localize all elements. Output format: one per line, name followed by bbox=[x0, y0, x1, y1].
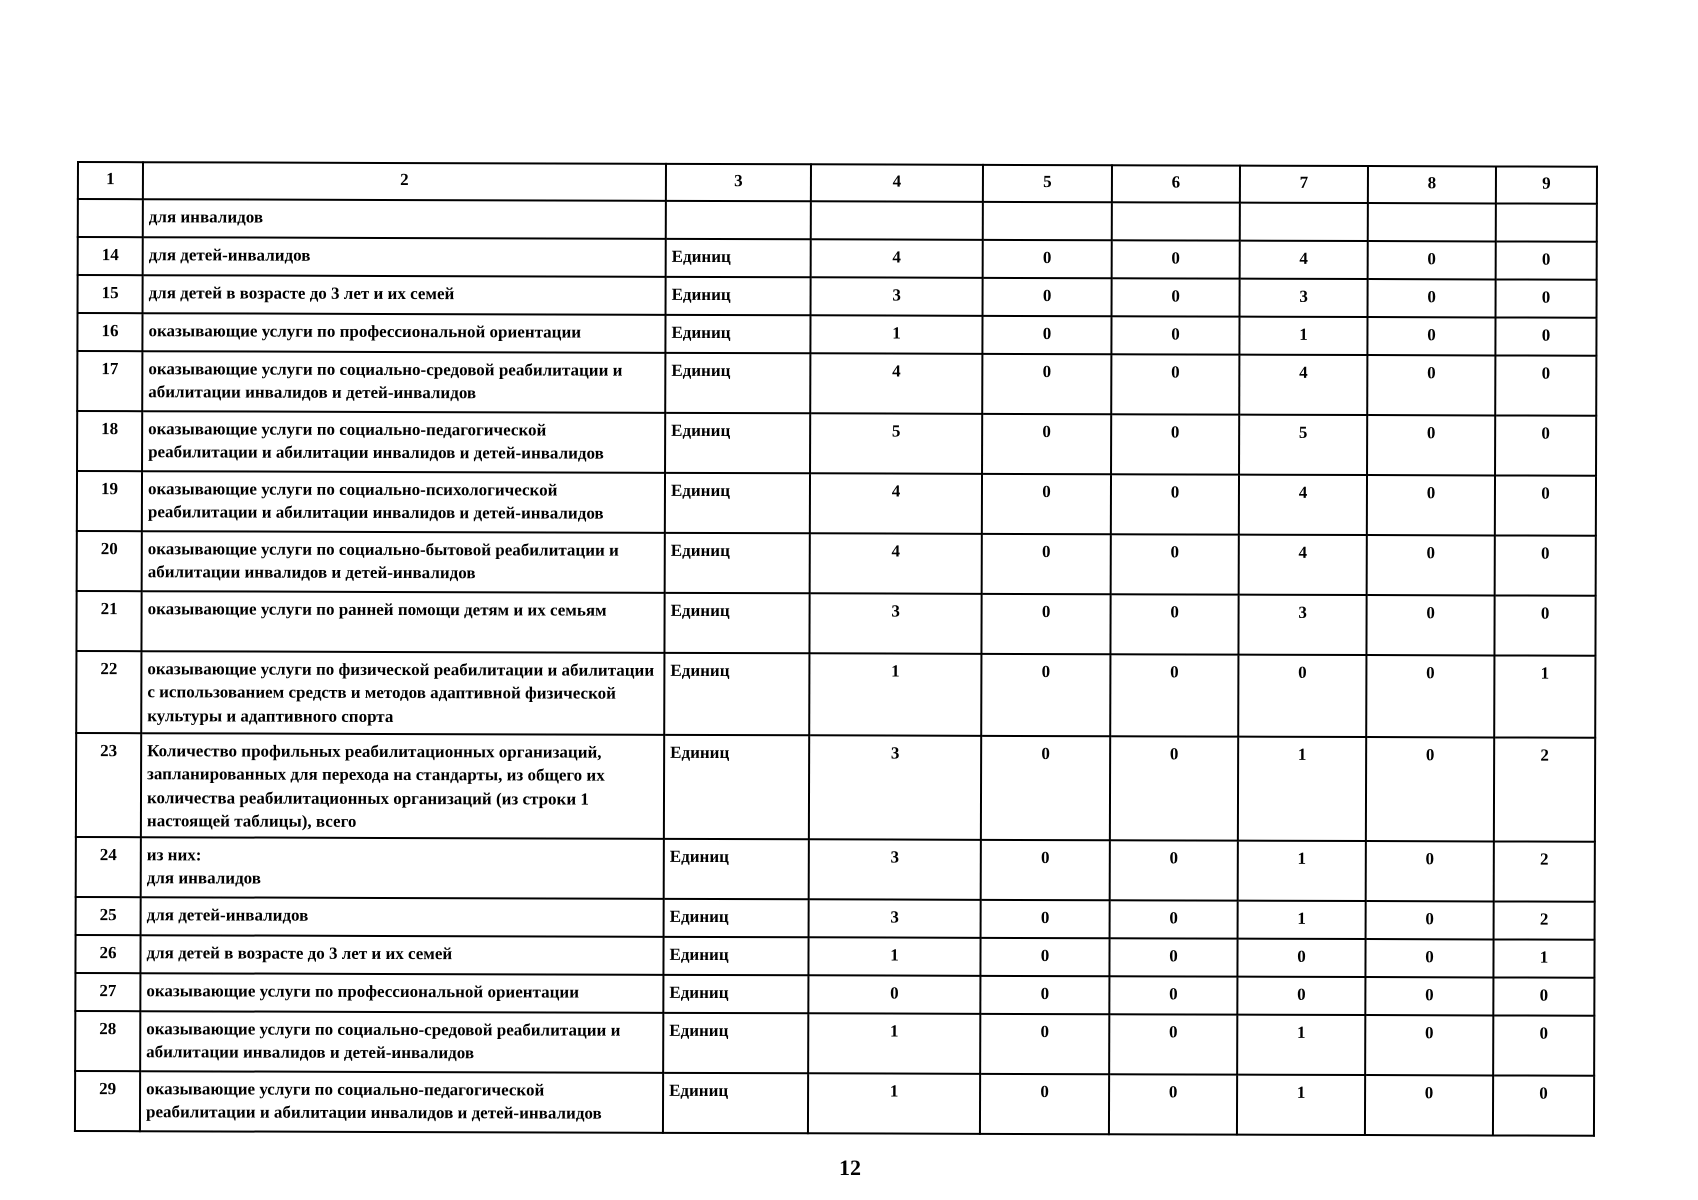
value-cell-col-4: 3 bbox=[809, 839, 981, 900]
row-number-cell: 24 bbox=[76, 837, 141, 897]
value-cell-col-4: 1 bbox=[808, 1013, 980, 1074]
value-cell-col-9: 2 bbox=[1494, 737, 1595, 841]
value-cell-col-8: 0 bbox=[1365, 1015, 1493, 1075]
value-cell-col-5: 0 bbox=[981, 654, 1110, 736]
row-number-cell: 29 bbox=[75, 1071, 140, 1131]
table-row bbox=[78, 199, 1597, 242]
row-number-cell bbox=[78, 199, 143, 237]
value-cell-col-9: 0 bbox=[1493, 977, 1594, 1015]
value-cell-col-9: 0 bbox=[1495, 415, 1596, 475]
header-cell-col-3: 3 bbox=[666, 164, 811, 201]
value-cell-col-5: 0 bbox=[980, 1014, 1109, 1074]
value-cell-col-6: 0 bbox=[1111, 316, 1239, 354]
value-cell-col-4: 0 bbox=[808, 975, 980, 1014]
value-cell-col-4: 3 bbox=[809, 899, 981, 938]
table-row bbox=[77, 313, 1596, 356]
value-cell-col-5: 0 bbox=[982, 414, 1111, 474]
unit-cell: Единиц bbox=[666, 277, 811, 315]
row-number-cell: 27 bbox=[75, 973, 140, 1011]
unit-cell: Единиц bbox=[665, 315, 810, 353]
unit-cell: Единиц bbox=[666, 239, 811, 277]
value-cell-col-6 bbox=[1112, 202, 1240, 240]
indicator-name-cell: оказывающие услуги по социально-бытовой реабилитации и абилитации инвалидов и детей-инвалидов bbox=[142, 531, 665, 593]
value-cell-col-5: 0 bbox=[982, 534, 1111, 594]
unit-cell: Единиц bbox=[664, 653, 809, 735]
value-cell-col-7 bbox=[1240, 203, 1368, 241]
table-row bbox=[78, 275, 1597, 318]
row-number-cell: 18 bbox=[77, 411, 142, 471]
value-cell-col-7: 1 bbox=[1238, 840, 1366, 900]
table-row bbox=[77, 531, 1596, 596]
value-cell-col-9: 0 bbox=[1496, 279, 1597, 317]
value-cell-col-4: 4 bbox=[810, 473, 982, 534]
value-cell-col-6: 0 bbox=[1109, 1014, 1237, 1074]
value-cell-col-7: 5 bbox=[1239, 415, 1367, 475]
unit-cell bbox=[666, 201, 811, 239]
table-row bbox=[78, 237, 1597, 280]
indicator-name-cell: для инвалидов bbox=[143, 199, 666, 239]
value-cell-col-7: 4 bbox=[1240, 241, 1368, 279]
indicator-name-cell: оказывающие услуги по физической реабилитации и абилитации с использованием средств и методов адаптивной физической культуры и адаптивного спорта bbox=[141, 651, 664, 735]
value-cell-col-4 bbox=[811, 201, 983, 240]
indicator-name-cell: из них: для инвалидов bbox=[141, 837, 664, 899]
report-table-body bbox=[75, 162, 1597, 1136]
table-row bbox=[75, 1011, 1594, 1076]
header-cell-col-4: 4 bbox=[811, 164, 983, 202]
value-cell-col-7: 1 bbox=[1237, 1074, 1365, 1134]
value-cell-col-4: 1 bbox=[808, 1073, 980, 1134]
row-number-cell: 15 bbox=[78, 275, 143, 313]
row-number-cell: 28 bbox=[75, 1011, 140, 1071]
value-cell-col-8: 0 bbox=[1367, 355, 1495, 415]
unit-cell: Единиц bbox=[664, 593, 809, 653]
value-cell-col-4: 1 bbox=[808, 937, 980, 976]
value-cell-col-5: 0 bbox=[981, 594, 1110, 654]
value-cell-col-4: 5 bbox=[810, 413, 982, 474]
indicator-name-cell: для детей в возрасте до 3 лет и их семей bbox=[143, 275, 666, 315]
column-number-header-row bbox=[78, 162, 1597, 204]
value-cell-col-5: 0 bbox=[983, 240, 1112, 278]
row-number-cell: 22 bbox=[76, 651, 141, 733]
value-cell-col-4: 3 bbox=[809, 593, 981, 654]
value-cell-col-7: 3 bbox=[1240, 279, 1368, 317]
row-number-cell: 20 bbox=[77, 531, 142, 591]
value-cell-col-5: 0 bbox=[982, 354, 1111, 414]
table-row bbox=[76, 733, 1595, 842]
value-cell-col-7: 1 bbox=[1238, 737, 1366, 841]
indicator-name-cell: Количество профильных реабилитационных организаций, запланированных для перехода на стандарты, из общего их количества реабилитационных организаций (из строки 1 настоящей таблицы), всего bbox=[141, 733, 664, 838]
value-cell-col-4: 3 bbox=[809, 735, 981, 839]
table-row bbox=[76, 591, 1595, 656]
value-cell-col-6: 0 bbox=[1110, 840, 1238, 900]
row-number-cell: 19 bbox=[77, 471, 142, 531]
row-number-cell: 21 bbox=[76, 591, 141, 651]
value-cell-col-6: 0 bbox=[1109, 938, 1237, 976]
value-cell-col-4: 4 bbox=[810, 533, 982, 594]
unit-cell: Единиц bbox=[664, 735, 809, 839]
value-cell-col-7: 1 bbox=[1238, 900, 1366, 938]
value-cell-col-6: 0 bbox=[1110, 736, 1238, 840]
value-cell-col-4: 1 bbox=[809, 653, 981, 736]
value-cell-col-6: 0 bbox=[1111, 474, 1239, 534]
indicator-name-cell: оказывающие услуги по ранней помощи детям и их семьям bbox=[141, 591, 664, 653]
value-cell-col-8 bbox=[1368, 203, 1496, 241]
value-cell-col-4: 1 bbox=[810, 315, 982, 354]
value-cell-col-5: 0 bbox=[982, 316, 1111, 354]
value-cell-col-8: 0 bbox=[1366, 901, 1494, 939]
value-cell-col-9: 0 bbox=[1495, 355, 1596, 415]
row-number-cell: 26 bbox=[75, 935, 140, 973]
unit-cell: Единиц bbox=[663, 1073, 808, 1133]
row-number-cell: 23 bbox=[76, 733, 141, 837]
value-cell-col-6: 0 bbox=[1112, 278, 1240, 316]
header-cell-col-2: 2 bbox=[143, 162, 666, 201]
value-cell-col-8: 0 bbox=[1367, 317, 1495, 355]
value-cell-col-9: 0 bbox=[1493, 1015, 1594, 1075]
value-cell-col-9: 2 bbox=[1494, 841, 1595, 901]
value-cell-col-5 bbox=[983, 202, 1112, 240]
value-cell-col-9: 2 bbox=[1494, 901, 1595, 939]
value-cell-col-6: 0 bbox=[1110, 654, 1238, 736]
value-cell-col-7: 1 bbox=[1237, 1014, 1365, 1074]
value-cell-col-9 bbox=[1496, 203, 1597, 241]
value-cell-col-6: 0 bbox=[1111, 354, 1239, 414]
value-cell-col-8: 0 bbox=[1366, 595, 1494, 655]
value-cell-col-7: 0 bbox=[1238, 655, 1366, 737]
header-cell-col-5: 5 bbox=[983, 165, 1112, 202]
value-cell-col-4: 3 bbox=[811, 277, 983, 316]
row-number-cell: 17 bbox=[77, 351, 142, 411]
table-row bbox=[77, 471, 1596, 536]
page-number: 12 bbox=[839, 1155, 861, 1180]
value-cell-col-8: 0 bbox=[1366, 841, 1494, 901]
header-cell-col-9: 9 bbox=[1496, 166, 1597, 203]
report-table bbox=[74, 161, 1598, 1137]
unit-cell: Единиц bbox=[663, 1013, 808, 1073]
value-cell-col-6: 0 bbox=[1109, 1074, 1237, 1134]
header-cell-col-1: 1 bbox=[78, 162, 143, 199]
value-cell-col-8: 0 bbox=[1367, 415, 1495, 475]
value-cell-col-7: 4 bbox=[1239, 475, 1367, 535]
indicator-name-cell: оказывающие услуги по социально-психологической реабилитации и абилитации инвалидов и детей-инвалидов bbox=[142, 471, 665, 533]
value-cell-col-9: 0 bbox=[1496, 241, 1597, 279]
table-row bbox=[77, 351, 1596, 416]
value-cell-col-8: 0 bbox=[1365, 939, 1493, 977]
value-cell-col-9: 0 bbox=[1495, 317, 1596, 355]
value-cell-col-6: 0 bbox=[1111, 414, 1239, 474]
value-cell-col-7: 0 bbox=[1237, 938, 1365, 976]
header-cell-col-8: 8 bbox=[1368, 166, 1496, 203]
indicator-name-cell: оказывающие услуги по социально-средовой реабилитации и абилитации инвалидов и детей-инвалидов bbox=[140, 1011, 663, 1073]
value-cell-col-8: 0 bbox=[1367, 535, 1495, 595]
value-cell-col-6: 0 bbox=[1109, 976, 1237, 1014]
indicator-name-cell: для детей-инвалидов bbox=[143, 237, 666, 277]
value-cell-col-5: 0 bbox=[981, 900, 1110, 938]
value-cell-col-8: 0 bbox=[1368, 279, 1496, 317]
header-cell-col-7: 7 bbox=[1240, 166, 1368, 203]
indicator-name-cell: оказывающие услуги по социально-педагогической реабилитации и абилитации инвалидов и детей-инвалидов bbox=[140, 1071, 663, 1133]
value-cell-col-9: 0 bbox=[1493, 1075, 1594, 1135]
header-cell-col-6: 6 bbox=[1112, 165, 1240, 202]
value-cell-col-8: 0 bbox=[1365, 1075, 1493, 1135]
indicator-name-cell: для детей в возрасте до 3 лет и их семей bbox=[140, 935, 663, 975]
value-cell-col-7: 3 bbox=[1238, 595, 1366, 655]
value-cell-col-8: 0 bbox=[1365, 977, 1493, 1015]
value-cell-col-5: 0 bbox=[983, 278, 1112, 316]
value-cell-col-8: 0 bbox=[1367, 475, 1495, 535]
value-cell-col-5: 0 bbox=[980, 976, 1109, 1014]
table-row bbox=[75, 1071, 1594, 1136]
value-cell-col-9: 1 bbox=[1493, 939, 1594, 977]
unit-cell: Единиц bbox=[665, 533, 810, 593]
row-number-cell: 25 bbox=[76, 897, 141, 935]
unit-cell: Единиц bbox=[665, 473, 810, 533]
value-cell-col-9: 1 bbox=[1494, 655, 1595, 737]
unit-cell: Единиц bbox=[663, 937, 808, 975]
value-cell-col-4: 4 bbox=[811, 239, 983, 278]
table-row bbox=[75, 935, 1594, 978]
value-cell-col-9: 0 bbox=[1495, 535, 1596, 595]
value-cell-col-8: 0 bbox=[1368, 241, 1496, 279]
value-cell-col-7: 1 bbox=[1239, 317, 1367, 355]
indicator-name-cell: для детей-инвалидов bbox=[141, 897, 664, 937]
value-cell-col-5: 0 bbox=[981, 840, 1110, 900]
unit-cell: Единиц bbox=[665, 413, 810, 473]
value-cell-col-7: 4 bbox=[1239, 355, 1367, 415]
value-cell-col-6: 0 bbox=[1110, 594, 1238, 654]
value-cell-col-9: 0 bbox=[1494, 595, 1595, 655]
value-cell-col-5: 0 bbox=[982, 474, 1111, 534]
table-row bbox=[76, 837, 1595, 902]
value-cell-col-7: 4 bbox=[1239, 535, 1367, 595]
value-cell-col-5: 0 bbox=[981, 736, 1110, 840]
indicator-name-cell: оказывающие услуги по социально-педагогической реабилитации и абилитации инвалидов и детей-инвалидов bbox=[142, 411, 665, 473]
value-cell-col-4: 4 bbox=[810, 353, 982, 414]
unit-cell: Единиц bbox=[665, 353, 810, 413]
row-number-cell: 14 bbox=[78, 237, 143, 275]
value-cell-col-6: 0 bbox=[1111, 534, 1239, 594]
unit-cell: Единиц bbox=[664, 899, 809, 937]
value-cell-col-6: 0 bbox=[1110, 900, 1238, 938]
unit-cell: Единиц bbox=[664, 839, 809, 899]
indicator-name-cell: оказывающие услуги по профессиональной ориентации bbox=[142, 313, 665, 353]
unit-cell: Единиц bbox=[663, 975, 808, 1013]
table-row bbox=[76, 897, 1595, 940]
table-row bbox=[76, 651, 1595, 738]
value-cell-col-8: 0 bbox=[1366, 737, 1494, 841]
table-row bbox=[75, 973, 1594, 1016]
value-cell-col-6: 0 bbox=[1112, 240, 1240, 278]
value-cell-col-7: 0 bbox=[1237, 976, 1365, 1014]
indicator-name-cell: оказывающие услуги по социально-средовой реабилитации и абилитации инвалидов и детей-инвалидов bbox=[142, 351, 665, 413]
value-cell-col-5: 0 bbox=[980, 1074, 1109, 1134]
value-cell-col-9: 0 bbox=[1495, 475, 1596, 535]
row-number-cell: 16 bbox=[77, 313, 142, 351]
value-cell-col-5: 0 bbox=[980, 938, 1109, 976]
table-row bbox=[77, 411, 1596, 476]
value-cell-col-8: 0 bbox=[1366, 655, 1494, 737]
indicator-name-cell: оказывающие услуги по профессиональной ориентации bbox=[140, 973, 663, 1013]
